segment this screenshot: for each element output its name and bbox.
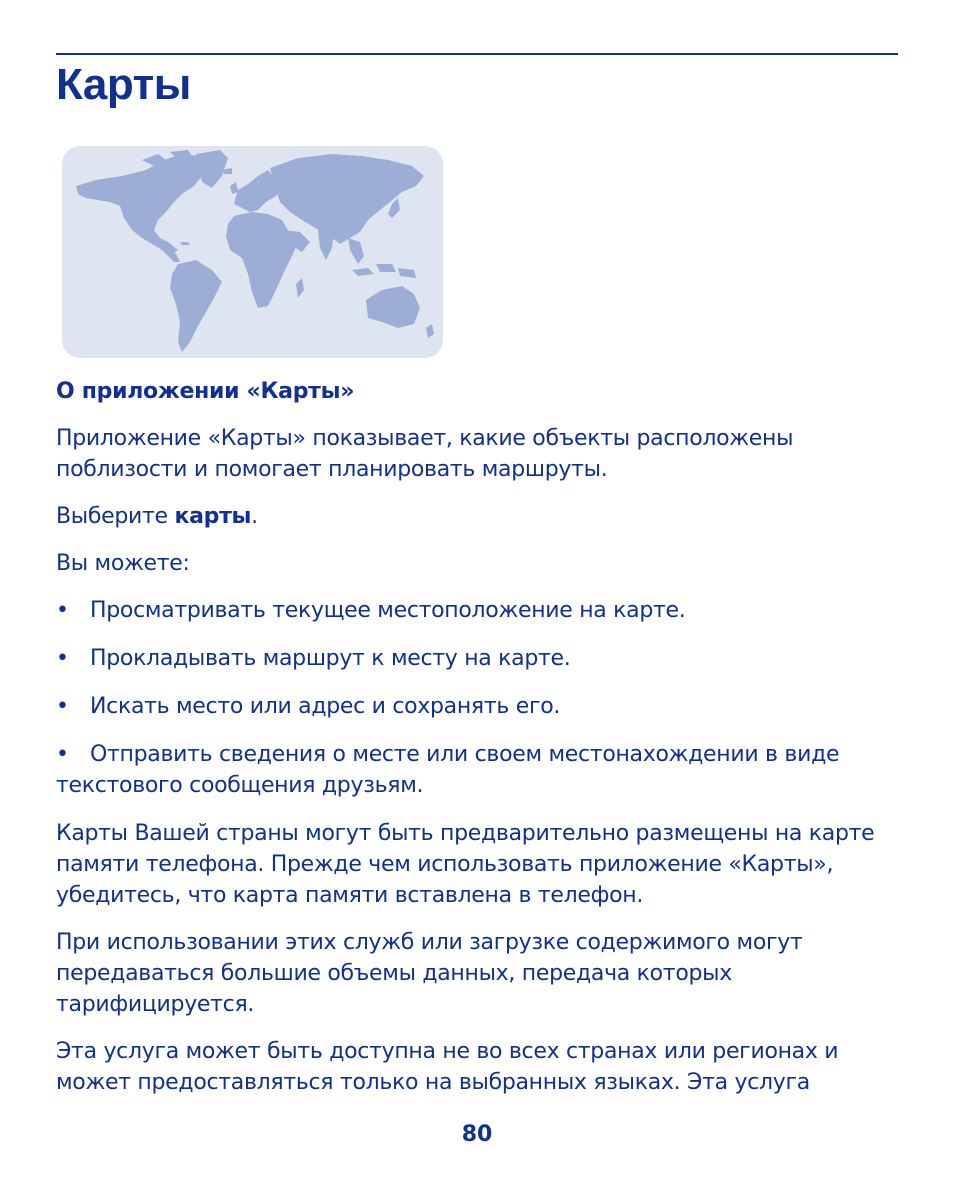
bullet-icon: •	[56, 646, 69, 671]
article-body	[56, 376, 906, 1114]
bullet-icon: •	[56, 694, 69, 719]
list-item: • Просматривать текущее местоположение на карте.	[56, 595, 906, 626]
list-item: • Отправить сведения о месте или своем местонахождении в виде текстового сообщения друзьям.	[56, 739, 906, 801]
data-charges-paragraph: При использовании этих служб или загрузке содержимого могут передаваться большие объемы данных, передача которых тарифицируется.	[56, 930, 803, 1017]
features-list	[56, 595, 906, 801]
select-prefix: Выберите	[56, 504, 175, 529]
page-title: Карты	[56, 60, 191, 109]
menu-item-maps: карты	[174, 504, 252, 529]
select-suffix: .	[251, 504, 258, 529]
intro-paragraph: Приложение «Карты» показывает, какие объекты расположены поблизости и помогает планировать маршруты.	[56, 426, 794, 482]
world-map-illustration	[62, 146, 443, 358]
top-divider	[56, 53, 898, 55]
memory-card-paragraph: Карты Вашей страны могут быть предварительно размещены на карте памяти телефона. Прежде чем использовать приложение «Карты», убедитесь, что карта памяти вставлена в телефон.	[56, 821, 875, 908]
list-item: • Искать место или адрес и сохранять его.	[56, 691, 906, 722]
you-can-label: Вы можете:	[56, 551, 190, 576]
availability-paragraph: Эта услуга может быть доступна не во всех странах или регионах и может предоставляться только на выбранных языках. Эта услуга	[56, 1039, 839, 1095]
select-instruction	[56, 501, 906, 532]
bullet-icon: •	[56, 598, 69, 623]
bullet-icon: •	[56, 742, 69, 767]
list-item: • Прокладывать маршрут к месту на карте.	[56, 643, 906, 674]
section-heading: О приложении «Карты»	[56, 379, 355, 404]
page-number: 80	[461, 1122, 493, 1147]
